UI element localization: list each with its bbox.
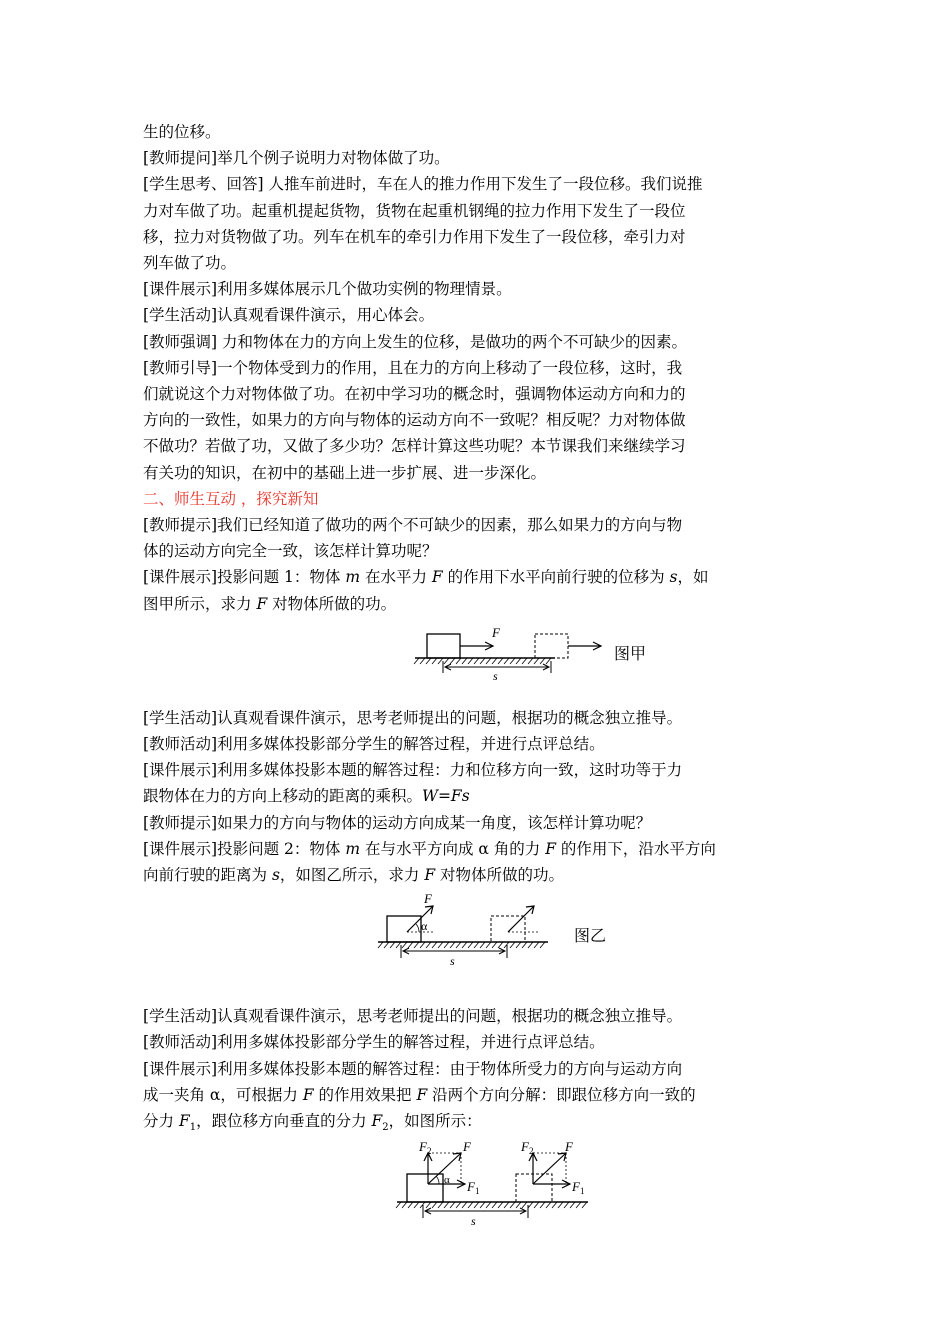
text-line: 们就说这个力对物体做了功。在初中学习功的概念时，强调物体运动方向和力的 [143,385,686,404]
text-line: [教师活动]利用多媒体投影部分学生的解答过程，并进行点评总结。 [143,1033,605,1052]
f2-label: $F_2$ [521,1141,534,1157]
text-line: 力对车做了功。起重机提起货物，货物在起重机钢绳的拉力作用下发生了一段位 [143,201,686,220]
text-line: [教师引导]一个物体受到力的作用，且在力的方向上移动了一段位移，这时，我 [143,358,683,377]
text-line: 向前行驶的距离为 s，如图乙所示，求力 F 对物体所做的功。 [143,866,565,885]
text-line: 不做功？若做了功，又做了多少功？怎样计算这些功呢？本节课我们来继续学习 [143,437,686,456]
text-line: [教师提示]如果力的方向与物体的运动方向成某一角度，该怎样计算功呢？ [143,813,652,832]
figure-caption-yi: 图乙 [574,926,607,946]
text-line: 有关功的知识，在初中的基础上进一步扩展、进一步深化。 [143,463,547,482]
displacement-label: s [493,668,498,683]
text-line: [教师强调] 力和物体在力的方向上发生的位移，是做功的两个不可缺少的因素。 [143,332,688,351]
text-line: [教师提示]我们已经知道了做功的两个不可缺少的因素，那么如果力的方向与物 [143,516,683,535]
displacement-label: s [450,954,455,969]
text-line: [课件展示]利用多媒体投影本题的解答过程：力和位移方向一致，这时功等于力 [143,761,683,780]
text-line: [学生思考、回答] 人推车前进时，车在人的推力作用下发生了一段位移。我们说推 [143,175,703,194]
displacement-label: s [471,1214,476,1229]
text-line: [教师提问]举几个例子说明力对物体做了功。 [143,149,450,168]
f1-label: $F_1$ [467,1179,480,1197]
f1-label: $F_1$ [572,1179,585,1197]
text-line: 跟物体在力的方向上移动的距离的乘积。W=Fs [143,787,470,806]
figure-decomposition-diagram [143,1141,733,1241]
angle-label: α [421,919,428,934]
document-body [143,119,733,1241]
force-label: F [492,624,500,640]
text-line: 分力 $F_1$，跟位移方向垂直的分力 $F_2$，如图所示： [143,1112,482,1134]
figure-jia [143,617,733,705]
f2-label: $F_2$ [419,1141,432,1157]
text-line: 移，拉力对货物做了功。列车在机车的牵引力作用下发生了一段位移，牵引力对 [143,227,686,246]
text-line: [课件展示]利用多媒体投影本题的解答过程：由于物体所受力的方向与运动方向 [143,1059,683,1078]
text-line: [教师活动]利用多媒体投影部分学生的解答过程，并进行点评总结。 [143,735,605,754]
text-line: 图甲所示，求力 F 对物体所做的功。 [143,594,397,613]
text-line: [学生活动]认真观看课件演示，用心体会。 [143,306,435,325]
figure-yi [143,888,733,1003]
text-line: 列车做了功。 [143,254,237,273]
force-label: F [463,1141,471,1155]
figure-caption-jia: 图甲 [614,643,647,663]
text-line: 成一夹角 α，可根据力 F 的作用效果把 F 沿两个方向分解：即跟位移方向一致的 [143,1085,696,1104]
force-label: F [565,1141,573,1155]
text-line: [学生活动]认真观看课件演示，思考老师提出的问题，根据功的概念独立推导。 [143,708,683,727]
text-line: [课件展示]投影问题 2：物体 m 在与水平方向成 α 角的力 F 的作用下，沿水平方向 [143,839,716,858]
section-heading: 二、师生互动 ，探究新知 [143,489,319,508]
text-line: 生的位移。 [143,123,221,141]
text-line: [课件展示]投影问题 1：物体 m 在水平力 F 的作用下水平向前行驶的位移为 s，如 [143,568,709,587]
text-line: 方向的一致性，如果力的方向与物体的运动方向不一致呢？相反呢？力对物体做 [143,411,686,430]
force-label: F [424,891,432,907]
angle-label: α [444,1174,450,1187]
figure-decomposition [143,1141,733,1241]
text-line: [课件展示]利用多媒体展示几个做功实例的物理情景。 [143,280,512,299]
figure-yi-diagram [143,888,733,1003]
text-line: 体的运动方向完全一致，该怎样计算功呢？ [143,542,438,561]
text-line: [学生活动]认真观看课件演示，思考老师提出的问题，根据功的概念独立推导。 [143,1007,683,1026]
